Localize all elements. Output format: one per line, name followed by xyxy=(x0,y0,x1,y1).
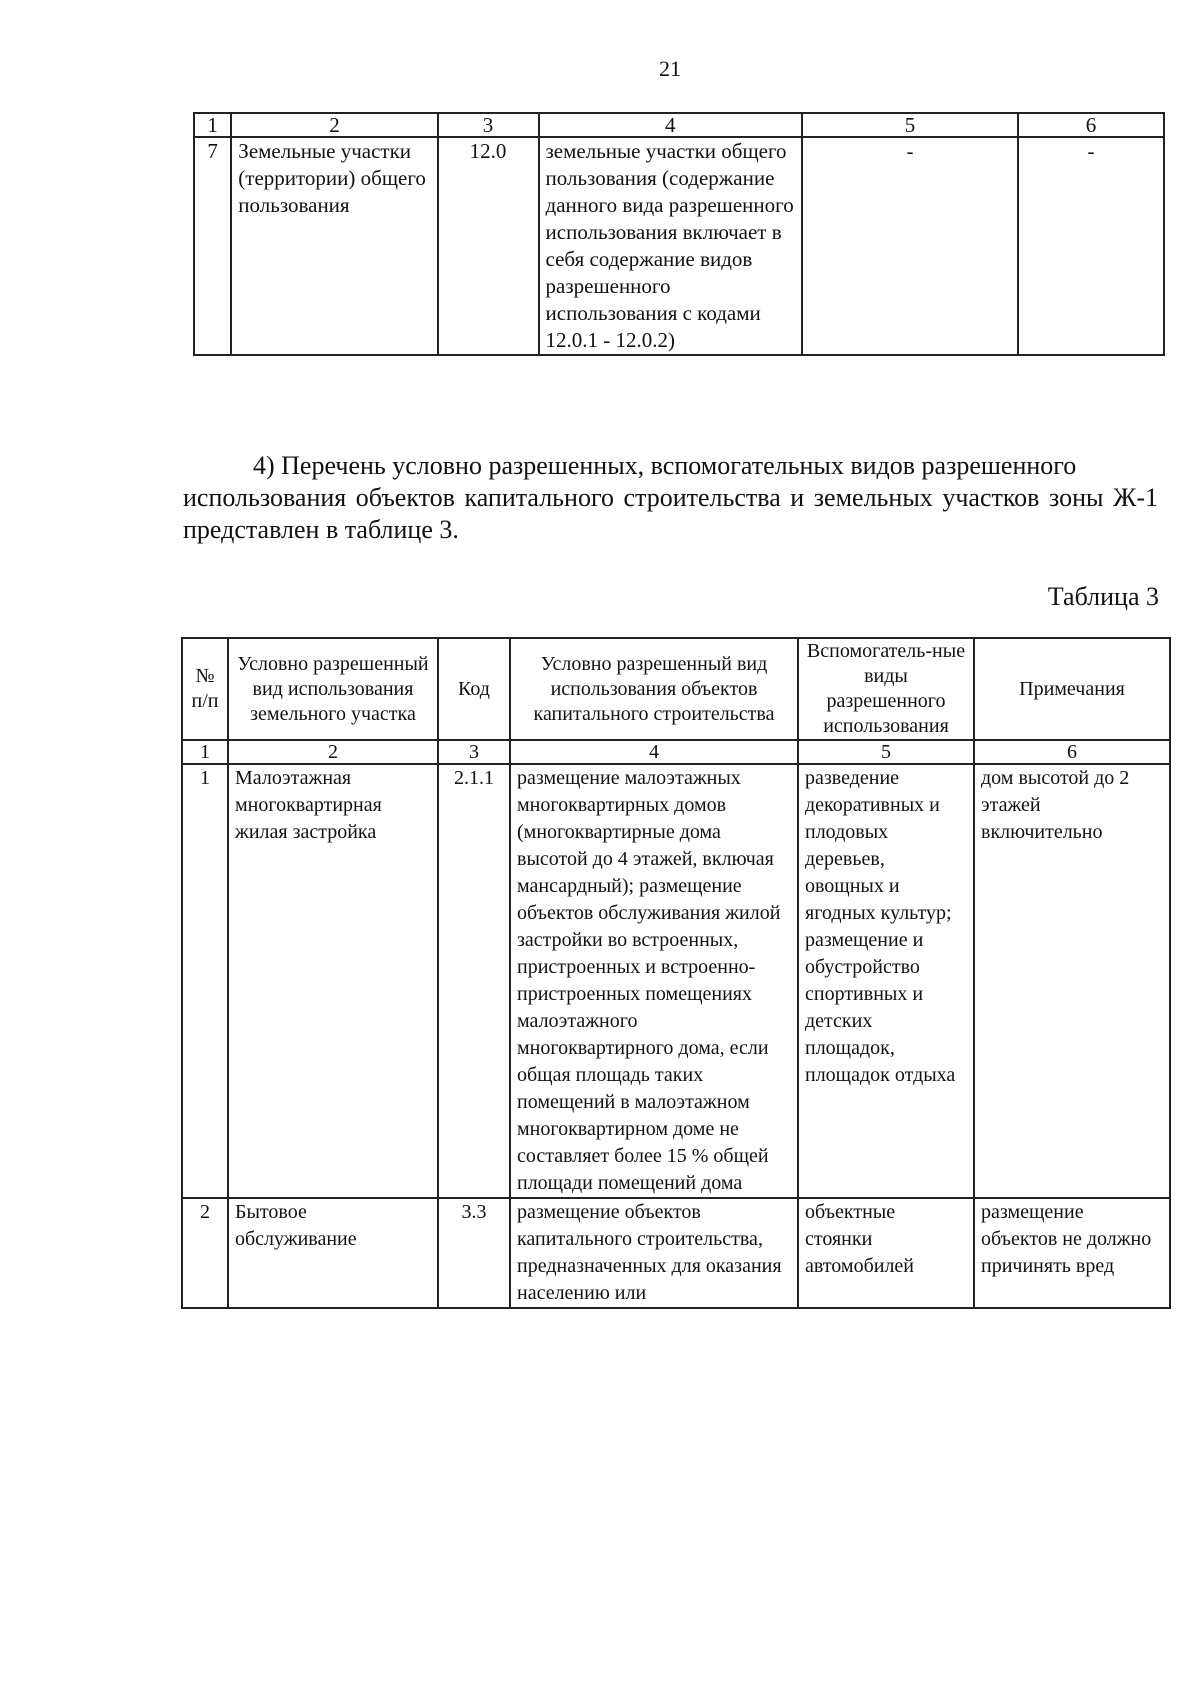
auxiliary-use: разведение декоративных и плодовых деревьев, овощных и ягодных культур; размещение и обустройство спортивных и детских площадок, площадок отдыха xyxy=(798,764,974,1198)
row-number: 1 xyxy=(182,764,228,1198)
land-use-name: Малоэтажная многоквартирная жилая застройка xyxy=(228,764,438,1198)
paragraph xyxy=(183,450,1158,546)
header-code: Код xyxy=(438,638,510,740)
header-building-use: Условно разрешенный вид использования объектов капитального строительства xyxy=(510,638,798,740)
auxiliary-use: объектные стоянки автомобилей xyxy=(798,1198,974,1308)
table-caption: Таблица 3 xyxy=(1047,582,1159,611)
header-notes: Примечания xyxy=(974,638,1170,740)
use-code: 12.0 xyxy=(438,137,539,355)
continued-table xyxy=(193,112,1165,356)
table-row xyxy=(182,1198,1170,1308)
use-description: земельные участки общего пользования (содержание данного вида разрешенного использования включает в себя содержание видов разрешенного использования с кодами 12.0.1 - 12.0.2) xyxy=(539,137,802,355)
col-number: 5 xyxy=(802,113,1018,137)
column-number-row xyxy=(194,113,1164,137)
col-number: 1 xyxy=(182,740,228,764)
use-code: 2.1.1 xyxy=(438,764,510,1198)
land-use-name: Бытовое обслуживание xyxy=(228,1198,438,1308)
col-number: 4 xyxy=(510,740,798,764)
col-number: 5 xyxy=(798,740,974,764)
column-number-row xyxy=(182,740,1170,764)
table-row xyxy=(182,764,1170,1198)
col-number: 3 xyxy=(438,740,510,764)
header-num: № п/п xyxy=(182,638,228,740)
auxiliary-use: - xyxy=(802,137,1018,355)
col-number: 2 xyxy=(228,740,438,764)
land-use-name: Земельные участки (территории) общего пользования xyxy=(231,137,437,355)
notes: размещение объектов не должно причинять вред xyxy=(974,1198,1170,1308)
col-number: 2 xyxy=(231,113,437,137)
page-number: 21 xyxy=(659,56,681,81)
row-number: 2 xyxy=(182,1198,228,1308)
col-number: 6 xyxy=(1018,113,1164,137)
col-number: 1 xyxy=(194,113,231,137)
use-description: размещение малоэтажных многоквартирных домов (многоквартирные дома высотой до 4 этажей, включая мансардный); размещение объектов обслуживания жилой застройки во встроенных, пристроенных и встроенно-пристроенных помещениях малоэтажного многоквартирного дома, если общая площадь таких помещений в малоэтажном многоквартирном доме не составляет более 15 % общей площади помещений дома xyxy=(510,764,798,1198)
row-number: 7 xyxy=(194,137,231,355)
header-land-use: Условно разрешенный вид использования земельного участка xyxy=(228,638,438,740)
paragraph-first-line: 4) Перечень условно разрешенных, вспомогательных видов разрешенного xyxy=(253,451,1077,480)
table-3 xyxy=(181,637,1171,1309)
header-auxiliary: Вспомогатель-ные виды разрешенного использования xyxy=(798,638,974,740)
table-row xyxy=(194,137,1164,355)
notes: - xyxy=(1018,137,1164,355)
table-header-row xyxy=(182,638,1170,740)
col-number: 6 xyxy=(974,740,1170,764)
col-number: 4 xyxy=(539,113,802,137)
use-description: размещение объектов капитального строительства, предназначенных для оказания населению или xyxy=(510,1198,798,1308)
notes: дом высотой до 2 этажей включительно xyxy=(974,764,1170,1198)
col-number: 3 xyxy=(438,113,539,137)
paragraph-rest: использования объектов капитального строительства и земельных участков зоны Ж-1 представлен в таблице 3. xyxy=(183,483,1158,544)
use-code: 3.3 xyxy=(438,1198,510,1308)
